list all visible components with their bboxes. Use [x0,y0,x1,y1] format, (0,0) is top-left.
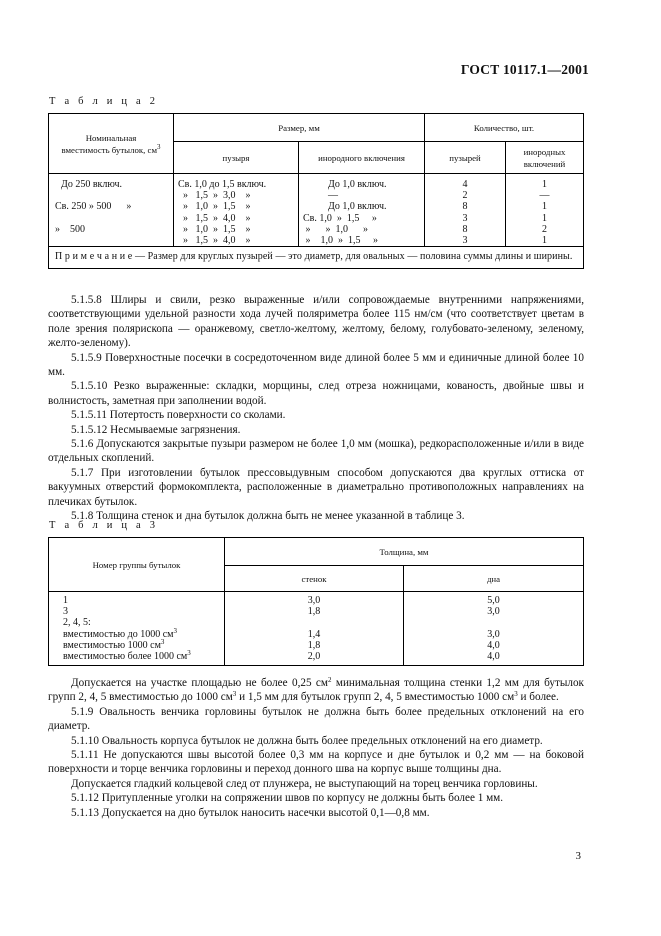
table2-col-capacity [49,174,174,247]
table2-cell: — [539,190,550,202]
table3-cell [404,617,583,628]
table2-cell [55,213,173,224]
table2-cell: » 1,0 » 1,5 » [303,234,378,246]
table2-header-capacity [49,114,174,174]
table3-cell: 1,8 [307,606,321,618]
table2-cell: До 1,0 включ. [303,179,387,190]
table2-cell: 1 [542,179,547,190]
table3-cell: 3,0 [307,595,321,606]
paragraph-5-1-11: 5.1.11 Не допускаются швы высотой более 0,3 мм на корпусе и дне бутылок и 0,2 мм — на боковой поверхности и торце венчика горловины и переход донного шва на корпус выше толщины дна. [48,749,584,776]
table3-cell [63,595,224,606]
document-header: ГОСТ 10117.1—2001 [460,62,589,77]
table2-subheader-inclusions-line1: инородных [523,146,566,157]
table3-cell: 1,4 [307,628,321,640]
table2-header-capacity-sup: 3 [157,142,161,151]
table2-header-capacity-line1: Номинальная [85,132,137,143]
table2-col-bubbles-count [425,174,506,247]
paragraph-5-1-9: 5.1.9 Овальность венчика горловины бутылок не должна быть более предельных отклонений на его диаметр. [48,705,584,733]
table3-cell: 4,0 [487,650,500,662]
table2 [48,113,584,269]
table2-caption: Т а б л и ц а 2 [49,96,159,107]
table3-cell: 3,0 [487,606,500,618]
table3-cell [63,637,224,651]
table2-header-count: Количество, шт. [425,114,584,142]
text-run: минимальная толщина стенки 1,2 мм для бутылок групп 2, 4, 5 вместимостью до 1000 см [48,677,584,704]
table2-cell: До 250 включ. [61,179,123,190]
paragraph-5-1-5-11: 5.1.5.11 Потертость поверхности со сколами. [71,409,286,422]
table3-cell-sup: 3 [160,637,165,646]
text-run: и 1,5 мм для бутылок групп 2, 4, 5 вместимостью 1000 см [236,691,515,704]
table2-cell: » 1,0 » 1,5 » [178,223,251,235]
paragraphs-block-b [48,676,584,820]
table3-header-thickness: Толщина, мм [225,538,584,566]
paragraph-5-1-5-12: 5.1.5.12 Несмываемые загрязнения. [71,423,241,436]
paragraph-5-1-7: 5.1.7 При изготовлении бутылок прессовыдувным способом допускаются два круглых оттиска от вакуумных отверстий формокомплекта, расположенные в диаметрально противоположных направлениях на плечиках бутылок. [48,466,584,508]
paragraph-5-1-5-10: 5.1.5.10 Резко выраженные: складки, морщины, след отреза ножницами, кованость, двойные швы и волнистость, заметная при заполнении водой. [48,380,584,407]
table3-col-walls [225,592,404,666]
table2-cell: Св. 1,0 до 1,5 включ. [178,179,267,190]
table2-col-inclusions-count [506,174,584,247]
table2-cell: » 500 [55,223,85,235]
table3-col-group [49,592,225,666]
table2-cell: Св. 250 » 500 » [55,201,132,213]
superscript: 2 [327,676,332,684]
table2-cell [55,235,173,246]
table3-cell: 4,0 [487,639,500,651]
table3-cell-text: 3 [63,606,68,618]
table3-cell [225,617,403,628]
table2-cell: » 1,0 » 1,5 » [178,201,251,213]
table3-cell: 5,0 [487,595,500,606]
table2-cell: 3 [462,234,468,246]
table3-caption: Т а б л и ц а 3 [49,520,159,531]
table2-cell: 1 [542,201,547,213]
table2-header-capacity-text: вместимость бутылок, см [61,144,158,155]
table2-subheader-bubbles-count: пузырей [425,142,506,174]
paragraph-5-1-12: 5.1.12 Притупленные уголки на сопряжении швов по корпусу не должны быть более 1 мм. [71,792,504,805]
table2-note: П р и м е ч а н и е — Размер для круглых пузырей — это диаметр, для овальных — половина суммы длины и ширины. [49,247,584,269]
paragraph-5-1-10: 5.1.10 Овальность корпуса бутылок не должна быть более предельных отклонений на его диаметр. [71,734,543,747]
paragraph-5-1-6: 5.1.6 Допускаются закрытые пузыри размером не более 1,0 мм (мошка), редкорасположенные и/или в виде отдельных скоплений. [48,438,584,465]
table3-col-bottom [404,592,584,666]
table2-cell: 1 [542,234,547,246]
paragraph-thickness-note [48,676,584,705]
table3-cell: 2,0 [307,650,321,662]
table3 [48,537,584,666]
table3-cell-text: вместимостью 1000 см [63,639,161,651]
table3-cell-text: 2, 4, 5: [63,617,91,629]
table2-cell: 1 [542,212,547,224]
paragraph-5-1-5-9: 5.1.5.9 Поверхностные посечки в сосредоточенном виде длиной более 5 мм и единичные длиной более 10 мм. [48,351,584,379]
table3-subheader-bottom: дна [404,566,584,592]
table2-cell: 2 [542,223,547,235]
table2-cell [55,190,173,201]
table3-header-group: Номер группы бутылок [49,538,225,592]
text-run: Допускается на участке площадью не более 0,25 см [71,677,328,689]
paragraph-5-1-8: 5.1.8 Толщина стенок и дна бутылок должна быть не менее указанной в таблице 3. [71,510,465,523]
table2-cell: Св. 1,0 » 1,5 » [303,212,377,224]
table3-cell-text: вместимостью до 1000 см [63,628,174,640]
table2-cell: 2 [462,190,468,202]
table3-cell-sup: 3 [187,648,191,657]
table2-subheader-bubbles: пузыря [174,142,299,174]
table3-cell: 3,0 [487,628,500,640]
table2-cell: 8 [462,223,468,235]
table3-cell-text: вместимостью более 1000 см [63,650,188,662]
paragraph-5-1-13: 5.1.13 Допускается на дно бутылок наносить насечки высотой 0,1—0,8 мм. [71,806,430,819]
table3-cell-sup: 3 [173,626,177,635]
table3-cell: 1,8 [307,639,321,651]
table2-cell: 8 [462,201,468,213]
table3-subheader-walls: стенок [225,566,404,592]
table2-cell: 3 [462,212,468,224]
table2-subheader-inclusions-count [506,142,584,174]
paragraph-5-1-5-8: 5.1.5.8 Шлиры и свили, резко выраженные и/или сопровождаемые внутренними напряжениями, соответствующими удельной разности хода лучей поляриметра более 115 нм/см (что соответствует цветам в поле зрения полярископа — оранжевому, светло-желтому, желтому, белому, голубовато-зеленому, зеленому, желто-зеленому). [48,294,584,350]
superscript: 3 [514,690,518,699]
table2-header-size: Размер, мм [174,114,425,142]
table3-cell [63,626,224,640]
table3-cell-text: 1 [63,595,68,606]
table2-col-bubble-size [174,174,299,247]
table2-cell: » 1,5 » 4,0 » [178,234,251,246]
table2-col-inclusion-size [299,174,425,247]
table2-cell: — [303,190,338,202]
page-number: 3 [575,850,581,862]
table2-cell: » » 1,0 » [303,223,368,235]
table2-header-capacity-line2 [49,144,173,156]
table2-cell: До 1,0 включ. [303,201,387,213]
table2-subheader-inclusion: инородного включения [299,142,425,174]
superscript: 3 [232,690,237,699]
paragraphs-block-a [48,293,584,524]
paragraph-plunger-note: Допускается гладкий кольцевой след от плунжера, не выступающий на торец венчика горловины. [71,777,538,790]
table3-cell [63,606,224,617]
table2-cell: » 1,5 » 4,0 » [178,212,251,224]
table2-cell: 4 [462,179,468,190]
table3-cell [63,617,224,628]
table2-subheader-inclusions-line2: включений [523,158,566,169]
text-run: и более. [517,691,559,704]
table2-cell: » 1,5 » 3,0 » [178,190,251,202]
table3-cell [63,648,224,662]
